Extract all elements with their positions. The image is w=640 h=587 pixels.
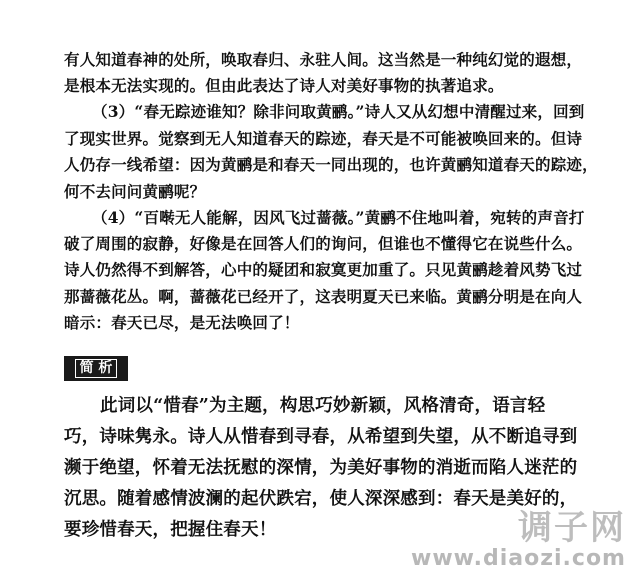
text-line: 有人知道春神的处所，唤取春归、永驻人间。这当然是一种纯幻觉的遐想， — [64, 50, 583, 69]
text-line: 暗示：春天已尽，是无法唤回了！ — [64, 313, 300, 332]
section-heading-badge — [64, 356, 128, 381]
text-line: 沉思。随着感情波澜的起伏跌宕，使人深深感到：春天是美好的， — [64, 489, 578, 509]
text-line: 此词以“惜春”为主题，构思巧妙新颖，风格清奇，语言轻 — [100, 396, 546, 416]
text-line: 要珍惜春天，把握住春天！ — [64, 520, 277, 540]
text-line: 了现实世界。觉察到无人知道春天的踪迹，春天是不可能被唤回来的。但诗 — [64, 129, 583, 148]
text-line: （3）“春无踪迹谁知？除非问取黄鹂。”诗人又从幻想中清醒过来，回到 — [92, 102, 585, 121]
text-line: 是根本无法实现的。但由此表达了诗人对美好事物的执著追求。 — [64, 76, 504, 95]
text-line: 那蔷薇花丛。啊，蔷薇花已经开了，这表明夏天已来临。黄鹂分明是在向人 — [64, 287, 583, 306]
section-heading-label: 简 析 — [75, 359, 118, 378]
text-line: 何不去问问黄鹂呢？ — [64, 182, 206, 201]
text-line: 破了周围的寂静，好像是在回答人们的询问，但谁也不懂得它在说些什么。 — [64, 234, 583, 253]
watermark-brand: 调子网 — [518, 508, 626, 548]
text-line: 濒于绝望，怀着无法抚慰的深情，为美好事物的消逝而陷人迷茫的 — [64, 458, 578, 478]
watermark-url: www.diaozi.com — [411, 546, 626, 571]
text-line: 人仍存一线希望：因为黄鹂是和春天一同出现的，也许黄鹂知道春天的踪迹， — [64, 155, 598, 174]
text-line: 巧，诗味隽永。诗人从惜春到寻春，从希望到失望，从不断追寻到 — [64, 427, 578, 447]
text-line: 诗人仍然得不到解答，心中的疑团和寂寞更加重了。只见黄鹂趁着风势飞过 — [64, 260, 583, 279]
text-line: （4）“百啭无人能解，因风飞过蔷薇。”黄鹂不住地叫着，宛转的声音打 — [92, 208, 585, 227]
